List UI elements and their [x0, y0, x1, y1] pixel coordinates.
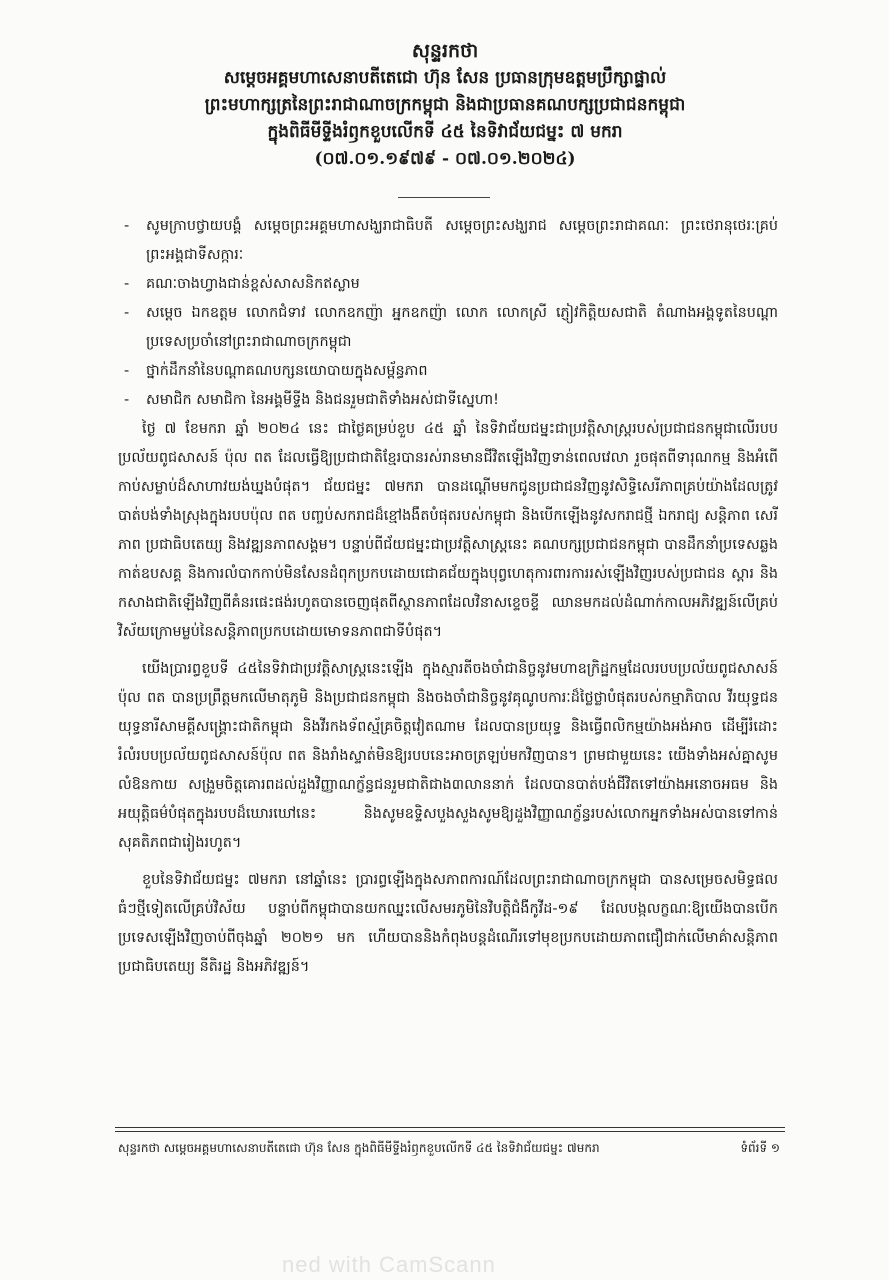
event-line: ក្នុងពិធីមីទ្ទីងរំឭកខួបលើកទី ៤៥ នៃទិវាជ័យជម្នះ ៧ មករា: [267, 122, 623, 142]
salutation-item: - ថ្នាក់ដឹកនាំនៃបណ្ដាគណបក្សនយោបាយក្នុងសម្ព័ន្ធភាព: [124, 363, 428, 379]
footer-rule: [115, 1131, 785, 1132]
header-divider: [398, 197, 490, 198]
footer-text: សុន្ទរកថា សម្ដេចអគ្គមហាសេនាបតីតេជោ ហ៊ុន សែន ក្នុងពិធីមីទ្ទីងរំឭកខួបលើកទី ៤៥ នៃទិវាជ័យជម្នះ ៧មករា: [118, 1141, 600, 1155]
speech-title: សុន្ទរកថា: [411, 40, 479, 62]
speaker-role-line: ព្រះមហាក្សត្រនៃព្រះរាជាណាចក្រកម្ពុជា និងជាប្រធានគណបក្សប្រជាជនកម្ពុជា: [204, 95, 686, 115]
page-number: ទំព័រទី ១: [740, 1141, 780, 1155]
speech-body: [118, 212, 778, 982]
event-dates: (០៧.០១.១៩៧៩ - ០៧.០១.២០២៤): [314, 149, 576, 169]
salutation-item: - សម្ដេច ឯកឧត្ដម លោកជំទាវ លោកឧកញ៉ា អ្នកឧកញ៉ា លោក លោកស្រី ភ្ញៀវកិត្តិយសជាតិ តំណាងអង្គទូតនៃបណ្ដាប្រទេសប្រចាំនៅព្រះរាជាណាចក្រកម្ពុជា: [124, 305, 778, 350]
speaker-line: សម្ដេចអគ្គមហាសេនាបតីតេជោ ហ៊ុន សែន ប្រធានក្រុមឧត្ដមប្រឹក្សាផ្ទាល់: [223, 68, 667, 88]
salutation-item: - គណៈចាងហ្វាងជាន់ខ្ពស់សាសនិកឥស្លាម: [124, 276, 360, 292]
page-footer: [118, 1138, 780, 1158]
body-paragraph: យើងប្រារព្ធខួបទី ៤៥នៃទិវាជាប្រវត្តិសាស្ត្រនេះឡើង ក្នុងស្មារតីចងចាំជានិច្ចនូវមហាឧក្រិដ្ឋកម្មដែលរបបប្រល័យពូជសាសន៍ប៉ុល ពត បានប្រព្រឹត្តមកលើមាតុភូមិ និងប្រជាជនកម្ពុជា និងចងចាំជានិច្ចនូវគុណូបការៈដ៏ថ្លៃថ្លាបំផុតរបស់កម្មាភិបាល វីរយុទ្ធជន យុទ្ធនារីសាមគ្គីសង្គ្រោះជាតិកម្ពុជា និងវីរកងទ័ពស្ម័គ្រចិត្តវៀតណាម ដែលបានប្រយុទ្ធ និងធ្វើពលិកម្មយ៉ាងអង់អាច ដើម្បីរំដោះរំលំរបបប្រល័យពូជសាសន៍ប៉ុល ពត និងរាំងស្ទាត់មិនឱ្យរបបនេះអាចត្រឡប់មកវិញបាន។ ព្រមជាមួយនេះ យើងទាំងអស់គ្នាសូមលំឱនកាយ សង្រួមចិត្តគោរពដល់ដួងវិញ្ញាណក្ខ័ន្ធជនរួមជាតិជាង៣លាននាក់ ដែលបានបាត់បង់ជីវិតទៅយ៉ាងអនោចអធម និងអយុត្តិធម៌បំផុតក្នុងរបបដ៏ឃោរឃៅនេះ និងសូមឧទ្ទិសបួងសួងសូមឱ្យដួងវិញ្ញាណក្ខ័ន្ធរបស់លោកអ្នកទាំងអស់បានទៅកាន់សុគតិភពជារៀងរហូត។: [118, 661, 778, 851]
salutation-list: [118, 212, 778, 415]
salutation-item: - សូមក្រាបថ្វាយបង្គំ សម្ដេចព្រះអគ្គមហាសង្ឃរាជាធិបតី សម្ដេចព្រះសង្ឃរាជ សម្ដេចព្រះរាជាគណៈ ព្រះថេរានុថេរៈគ្រប់ព្រះអង្គជាទីសក្ការៈ: [124, 218, 778, 263]
scanner-watermark: ned with CamScann: [282, 1252, 496, 1277]
footer-rule: [115, 1127, 785, 1128]
speech-header: [60, 38, 830, 173]
salutation-item: - សមាជិក សមាជិកា នៃអង្គមីទ្ទីង និងជនរួមជាតិទាំងអស់ជាទីស្នេហា!: [124, 392, 499, 408]
body-paragraph: ថ្ងៃ ៧ ខែមករា ឆ្នាំ ២០២៤ នេះ ជាថ្ងៃគម្រប់ខួប ៤៥ ឆ្នាំ នៃទិវាជ័យជម្នះជាប្រវត្តិសាស្ត្ររបស់ប្រជាជនកម្ពុជាលើរបបប្រល័យពូជសាសន៍ ប៉ុល ពត ដែលធ្វើឱ្យប្រជាជាតិខ្មែរបានរស់រានមានជីវិតឡើងវិញទាន់ពេលវេលា រួចផុតពីទារុណកម្ម និងអំពើកាប់សម្លាប់ដ៏សាហាវយង់ឃ្នងបំផុត។ ជ័យជម្នះ ៧មករា បានដណ្ដើមមកជូនប្រជាជនវិញនូវសិទ្ធិសេរីភាពគ្រប់យ៉ាងដែលត្រូវបាត់បង់ទាំងស្រុងក្នុងរបបប៉ុល ពត បញ្ចប់សករាជដ៏ខ្មៅងងឹតបំផុតរបស់កម្ពុជា និងបើកឡើងនូវសករាជថ្មី ឯករាជ្យ សន្តិភាព សេរីភាព ប្រជាធិបតេយ្យ និងវឌ្ឍនភាពសង្គម។ បន្ទាប់ពីជ័យជម្នះជាប្រវត្តិសាស្ត្រនេះ គណបក្សប្រជាជនកម្ពុជា បានដឹកនាំប្រទេសឆ្លងកាត់ឧបសគ្គ និងការលំបាកកាប់មិនសែនដំពុកប្រកបដោយជោគជ័យក្នុងបុព្វហេតុការពារការរស់ឡើងវិញរបស់ប្រជាជន ស្ដារ និងកសាងជាតិឡើងវិញពីគំនរផេះផង់រហូតបានចេញផុតពីស្ថានភាពដែលវិនាសខ្ទេចខ្ទី ឈានមកដល់ដំណាក់កាលអភិវឌ្ឍន៍លើគ្រប់វិស័យក្រោមម្លប់នៃសន្តិភាពប្រកបដោយមោទនភាពជាទីបំផុត។: [118, 421, 778, 640]
body-paragraph: ខួបនៃទិវាជ័យជម្នះ ៧មករា នៅឆ្នាំនេះ ប្រារព្ធឡើងក្នុងសភាពការណ៍ដែលព្រះរាជាណាចក្រកម្ពុជា បានសម្រេចសមិទ្ធផលធំៗថ្មីទៀតលើគ្រប់វិស័យ បន្ទាប់ពីកម្ពុជាបានយកឈ្នះលើសមរភូមិនៃវិបត្តិជំងឺកូវីដ-១៩ ដែលបង្កលក្ខណៈឱ្យយើងបានបើកប្រទេសឡើងវិញចាប់ពីចុងឆ្នាំ ២០២១ មក ហើយបាននិងកំពុងបន្តដំណើរទៅមុខប្រកបដោយភាពជឿជាក់លើមាគ៌ាសន្តិភាព ប្រជាធិបតេយ្យ នីតិរដ្ឋ និងអភិវឌ្ឍន៍។: [118, 872, 778, 975]
